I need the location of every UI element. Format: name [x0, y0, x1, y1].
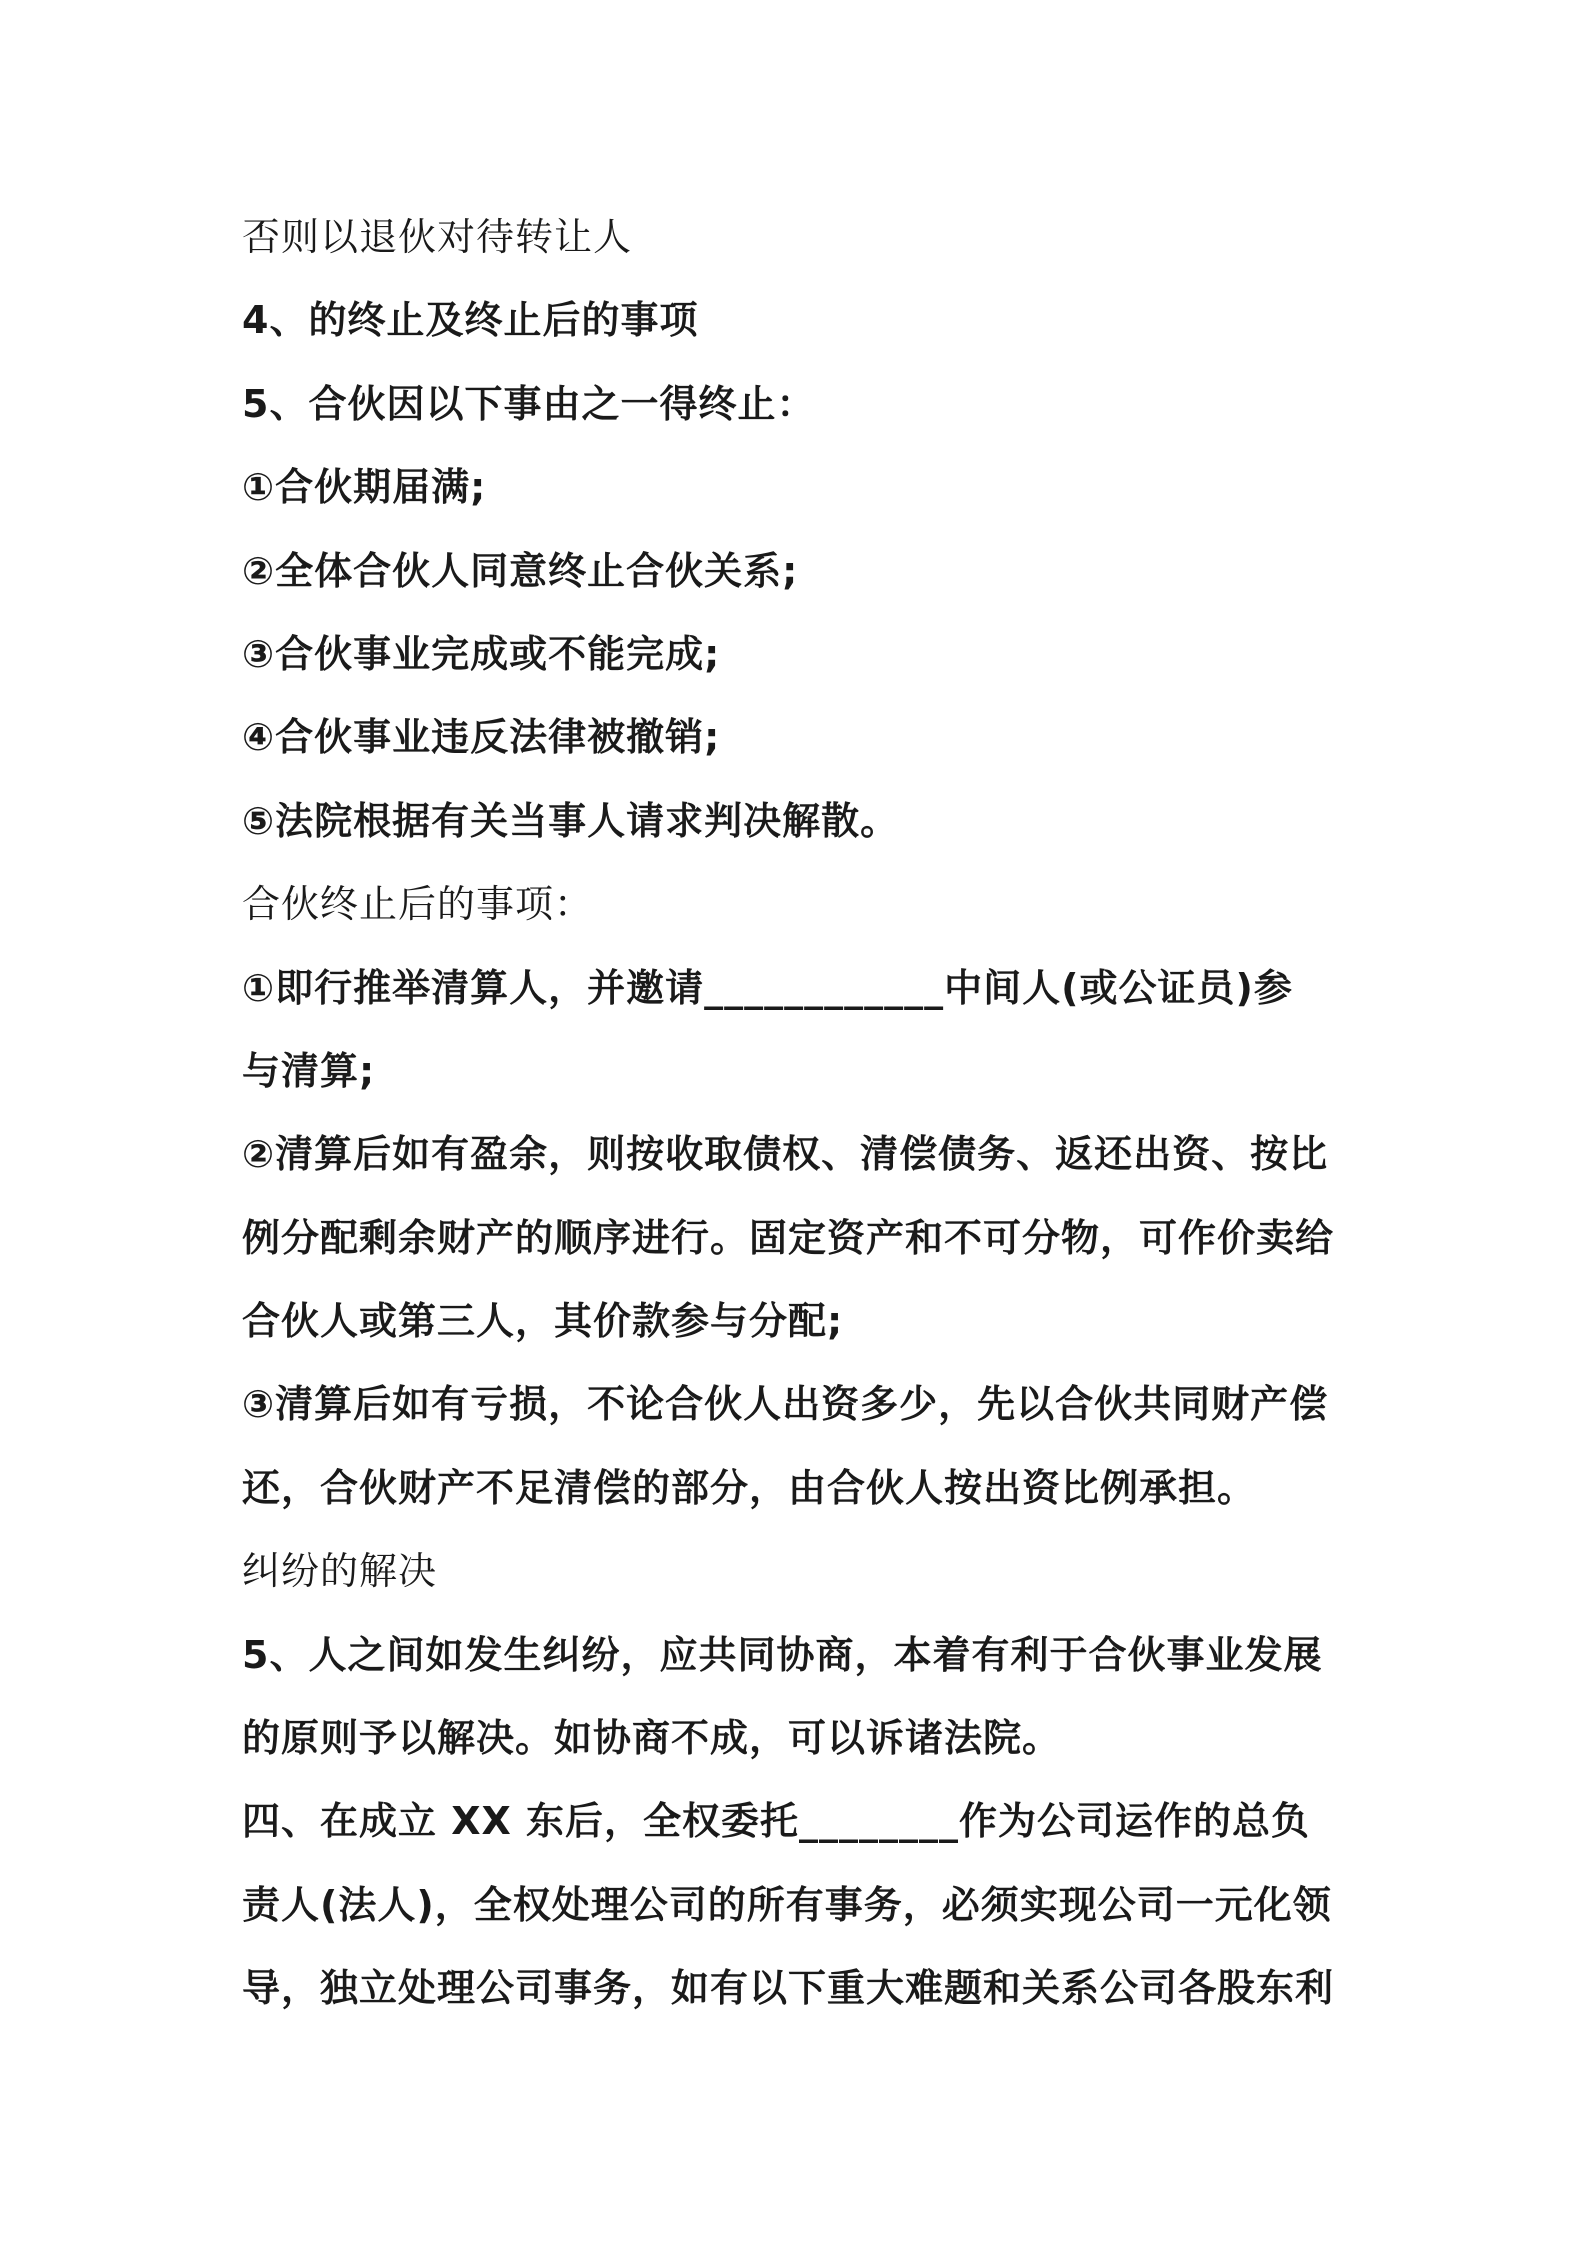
text-line: 例分配剩余财产的顺序进行。固定资产和不可分物，可作价卖给	[242, 1215, 1335, 1260]
text-line: ①合伙期届满;	[242, 465, 487, 510]
text-line: 的原则予以解决。如协商不成，可以诉诸法院。	[242, 1716, 1062, 1761]
text-line: ②全体合伙人同意终止合伙关系;	[242, 548, 799, 593]
text-line: 5、人之间如发生纠纷，应共同协商，本着有利于合伙事业发展	[242, 1632, 1323, 1677]
text-line: 导，独立处理公司事务，如有以下重大难题和关系公司各股东利	[242, 1966, 1335, 2011]
text-line: 5、合伙因以下事由之一得终止：	[242, 381, 816, 426]
text-line: ②清算后如有盈余，则按收取债权、清偿债务、返还出资、按比	[242, 1132, 1329, 1177]
text-line: ④合伙事业违反法律被撤销;	[242, 715, 721, 760]
text-line: 合伙人或第三人，其价款参与分配;	[242, 1299, 844, 1344]
text-line: 四、在成立 XX 东后，全权委托________作为公司运作的总负	[242, 1799, 1311, 1844]
text-line: 责人(法人)，全权处理公司的所有事务，必须实现公司一元化领	[242, 1882, 1332, 1927]
document-body	[242, 196, 1362, 2031]
text-line: 合伙终止后的事项：	[242, 882, 594, 927]
text-line: 与清算;	[242, 1048, 376, 1093]
text-line: ③合伙事业完成或不能完成;	[242, 631, 721, 676]
text-line: 还，合伙财产不足清偿的部分，由合伙人按出资比例承担。	[242, 1465, 1257, 1510]
text-line: 纠纷的解决	[242, 1549, 438, 1594]
text-line: 4、的终止及终止后的事项	[242, 298, 699, 343]
text-line: ①即行推举清算人，并邀请____________中间人(或公证员)参	[242, 965, 1293, 1010]
text-line: ③清算后如有亏损，不论合伙人出资多少，先以合伙共同财产偿	[242, 1382, 1329, 1427]
text-line: ⑤法院根据有关当事人请求判决解散。	[242, 798, 900, 843]
text-line: 否则以退伙对待转让人	[242, 215, 633, 259]
